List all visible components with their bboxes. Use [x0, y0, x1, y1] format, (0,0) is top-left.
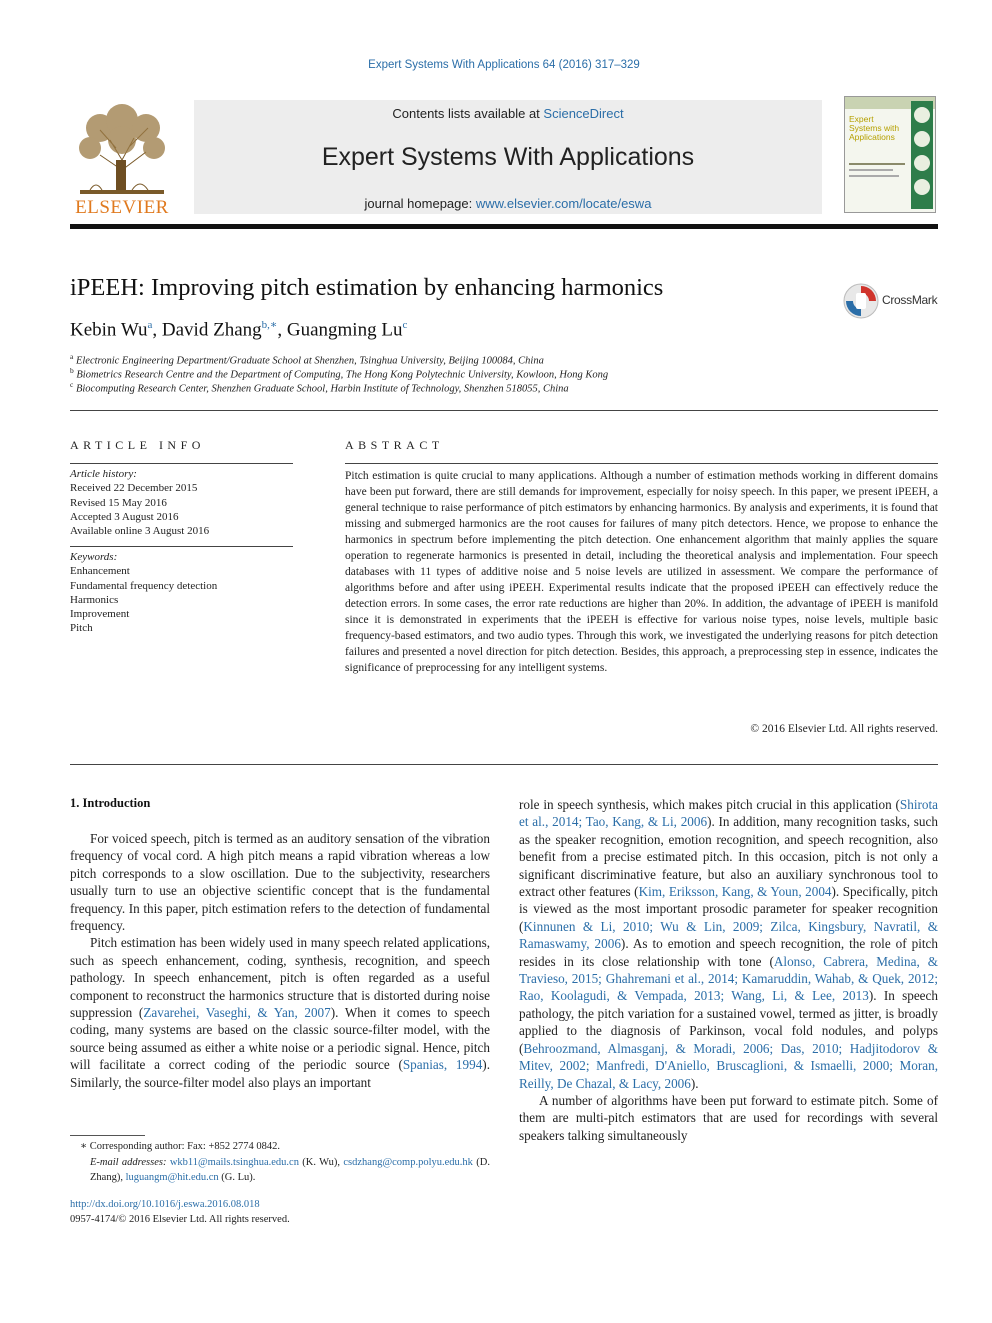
- citation-link[interactable]: Shirota et al., 2014; Tao, Kang, & Li, 2006: [519, 797, 938, 830]
- issn-line: 0957-4174/© 2016 Elsevier Ltd. All rights reserved.: [70, 1213, 290, 1225]
- doi-block: [70, 1198, 290, 1227]
- sciencedirect-link[interactable]: ScienceDirect: [543, 106, 624, 121]
- citation-link[interactable]: Zavarehei, Vaseghi, & Yan, 2007: [143, 1005, 331, 1021]
- keywords-label: Keywords:: [70, 551, 118, 563]
- paper-title: iPEEH: Improving pitch estimation by enhancing harmonics: [70, 274, 664, 301]
- paragraph-text: ). Specifically, pitch is viewed as the most important prosodic parameter for speaker recognition (: [519, 884, 938, 934]
- email-owner: (D. Zhang),: [90, 1156, 490, 1183]
- paragraph-text: ). When it comes to speech coding, many systems are based on the classic source-filter model, with the source being assumed as either a white noise or a periodic signal. Hence, pitch will facilitate a correct coding of the periodic source (: [70, 1005, 491, 1073]
- paragraph-text: ). As to emotion and speech recognition, the role of pitch resides in its close relationship with tone (: [519, 936, 939, 969]
- abstract-copyright: © 2016 Elsevier Ltd. All rights reserved.: [750, 723, 938, 735]
- email-owner: (G. Lu).: [218, 1172, 256, 1183]
- article-info-heading: ARTICLE INFO: [70, 438, 205, 452]
- email-owner: (K. Wu),: [298, 1156, 344, 1168]
- crossmark-badge[interactable]: [843, 283, 953, 319]
- section-heading-introduction: 1. Introduction: [70, 796, 151, 810]
- paragraph-text: For voiced speech, pitch is termed as an auditory sensation of the vibration frequency of vocal cord. A high pitch means a rapid vibration whereas a low pitch corresponds to a slow oscillation. Due to the subjectivity, researchers usually turn to use an objective scientific concept that is the fundamental frequency. In this paper, pitch estimation refers to the detection of fundamental frequency.: [70, 831, 490, 934]
- abstract-text: Pitch estimation is quite crucial to many applications. Although a number of estimation methods working in different domains have been put forward, there are still demands for improvement, especially for noisy speech. In this paper, we present iPEEH, a general technique to raise performance of pitch estimators by enhancing harmonics. By analysis and experiments, it is found that missing and submerged harmonics are the root causes for failures of many pitch detectors. Hence, we propose to enhance the harmonics in spectrum before implementing the pitch detection. One enhancement algorithm that mainly applies the square operation to regenerate harmonics is presented in detail, including the theoretical analysis and implementation. Four speech databases with 11 types of additive noise and 5 noise levels are utilized in assessment. We compare the performance of algorithms before and after using iPEEH. Experimental results indicate that the proposed iPEEH can effectively reduce the detection errors. In some cases, the error rate reductions are higher than 20%. In addition, the advantage of iPEEH is manifold since it is demonstrated in experiments that the iPEEH is effective for various noise types, noise levels, multiple basic frequency-based estimators, and two audio types. Through this work, we investigated the underlying reasons for pitch detection failures and presented a novel direction for pitch detection. Besides, this approach, a preprocessing step in essence, indicates the significance of preprocessing for any intelligent systems.: [345, 470, 938, 674]
- footnote-rule: [70, 1135, 145, 1136]
- author-list: [70, 318, 407, 341]
- author-name: Kebin Wu: [70, 319, 148, 341]
- footnote: [70, 1139, 490, 1186]
- abstract-heading: ABSTRACT: [345, 438, 444, 452]
- citation-link[interactable]: Spanias, 1994: [402, 1057, 483, 1073]
- citation-link[interactable]: Kim, Eriksson, Kang, & Youn, 2004: [638, 884, 832, 900]
- history-online: Available online 3 August 2016: [70, 525, 210, 538]
- paragraph-text: role in speech synthesis, which makes pitch crucial in this application (: [519, 797, 900, 812]
- author-separator: ,: [277, 319, 287, 341]
- info-rule-top: [70, 463, 293, 464]
- paragraph: [519, 796, 938, 1092]
- history-revised: Revised 15 May 2016: [70, 496, 167, 509]
- email-addresses: [70, 1155, 490, 1186]
- header-rule: [70, 224, 938, 229]
- cover-title: Expert Systems with Applications: [849, 114, 900, 142]
- citation-link[interactable]: Alonso, Cabrera, Medina, & Travieso, 2015; Ghahremani et al., 2014; Kamaruddin, Wahab, & Quek, 2012; Rao, Koolagudi, & Vempada, 2013; Wang, Li, & Lee, 2013: [519, 953, 938, 1004]
- citation-link[interactable]: Kinnunen & Li, 2010; Wu & Lin, 2009; Zilca, Kingsbury, Navratil, & Ramaswamy, 2006: [519, 918, 938, 952]
- author-name: Guangming Lu: [286, 319, 403, 341]
- author-affiliation-mark[interactable]: c: [402, 319, 408, 331]
- author-separator: ,: [152, 319, 162, 341]
- abstract-rule-top: [345, 463, 938, 464]
- paragraph: [70, 830, 490, 934]
- affiliation-rule: [70, 410, 938, 411]
- keyword-item: Enhancement: [70, 565, 130, 578]
- paragraph-text: ). Similarly, the source-filter model also plays an important: [70, 1057, 490, 1090]
- body-column-left: [70, 830, 490, 1091]
- email-link[interactable]: luguangm@hit.edu.cn: [125, 1172, 219, 1183]
- crossmark-icon: [843, 283, 879, 319]
- body-column-right: [519, 796, 938, 1144]
- corresponding-author-note: ∗ Corresponding author: Fax: +852 2774 0842.: [80, 1141, 281, 1152]
- author-name: David Zhang: [161, 319, 262, 341]
- journal-cover-thumbnail: [844, 96, 936, 213]
- journal-homepage-line: journal homepage: www.elsevier.com/locate/eswa: [364, 196, 652, 211]
- keyword-item: Improvement: [70, 608, 130, 621]
- affiliation-a: $^a$ Electronic Engineering Department/Graduate School at Shenzhen, Tsinghua University, Beijing 100084, China: [70, 352, 544, 367]
- paragraph-text: ).: [690, 1075, 699, 1091]
- author-affiliation-mark[interactable]: a: [147, 319, 153, 331]
- info-rule-mid: [70, 546, 293, 547]
- paragraph: [70, 934, 490, 1091]
- doi-link[interactable]: http://dx.doi.org/10.1016/j.eswa.2016.08.018: [70, 1199, 260, 1210]
- history-received: Received 22 December 2015: [70, 482, 198, 495]
- article-history: [70, 467, 293, 538]
- keyword-item: Pitch: [70, 622, 93, 635]
- journal-title: Expert Systems With Applications: [321, 143, 695, 171]
- paragraph-text: Pitch estimation has been widely used in many speech related applications, such as speech enhancement, coding, synthesis, recognition, and speech pathology. In speech enhancement, pitch is often regarded as a useful component to reconstruct the harmonics structure that is distorted during noise suppression (: [70, 935, 490, 1021]
- keyword-item: Fundamental frequency detection: [70, 579, 218, 592]
- elsevier-wordmark: ELSEVIER: [75, 197, 169, 218]
- keyword-item: Harmonics: [70, 593, 119, 606]
- author-affiliation-mark[interactable]: b,∗: [261, 319, 278, 331]
- history-accepted: Accepted 3 August 2016: [70, 510, 179, 523]
- paragraph-text: A number of algorithms have been put forward to estimate pitch. Some of them are multi-pitch estimators that are used for recordings with several speakers talking simultaneously: [519, 1092, 938, 1143]
- journal-homepage-link[interactable]: www.elsevier.com/locate/eswa: [475, 196, 652, 211]
- affiliation-b: $^b$ Biometrics Research Centre and the Department of Computing, The Hong Kong Polytechnic University, Kowloon, Hong Kong: [70, 366, 609, 381]
- email-label: E-mail addresses:: [90, 1156, 170, 1168]
- paragraph-text: ). In speech pathology, the pitch variation for a sustained vowel, termed as jitter, is broadly applied to the diagnosis of Parkinson, vocal fold nodules, and polyps (: [519, 988, 938, 1056]
- citation-link[interactable]: Behroozmand, Almasganj, & Moradi, 2006; Das, 2010; Hadjitodorov & Mitev, 2002; Manfredi, D'Aniello, Bruscaglioni, & Ismaelli, 2000; Moran, Reilly, De Chazal, & Lacy, 2006: [519, 1040, 938, 1091]
- email-link[interactable]: wkb11@mails.tsinghua.edu.cn: [169, 1156, 299, 1168]
- journal-reference-link[interactable]: Expert Systems With Applications 64 (2016) 317–329: [368, 59, 640, 71]
- contents-line: Contents lists available at ScienceDirect: [392, 106, 624, 121]
- history-label: Article history:: [70, 468, 137, 480]
- affiliation-c: $^c$ Biocomputing Research Center, Shenzhen Graduate School, Harbin Institute of Technology, Shenzhen 518055, China: [70, 380, 569, 395]
- keywords: [70, 550, 293, 636]
- paragraph-text: ). In addition, many recognition tasks, such as the speaker recognition, emotion recognition, and speech recognition, also benefit from a precise estimated pitch. In this occasion, pitch is not only a significant discriminative feature, but also an auxiliary synchronous tool to extract other features (: [519, 814, 938, 900]
- crossmark-label: CrossMark: [882, 293, 938, 307]
- paragraph: [519, 1092, 938, 1144]
- email-link[interactable]: csdzhang@comp.polyu.edu.hk: [343, 1156, 473, 1168]
- body-rule: [70, 764, 938, 765]
